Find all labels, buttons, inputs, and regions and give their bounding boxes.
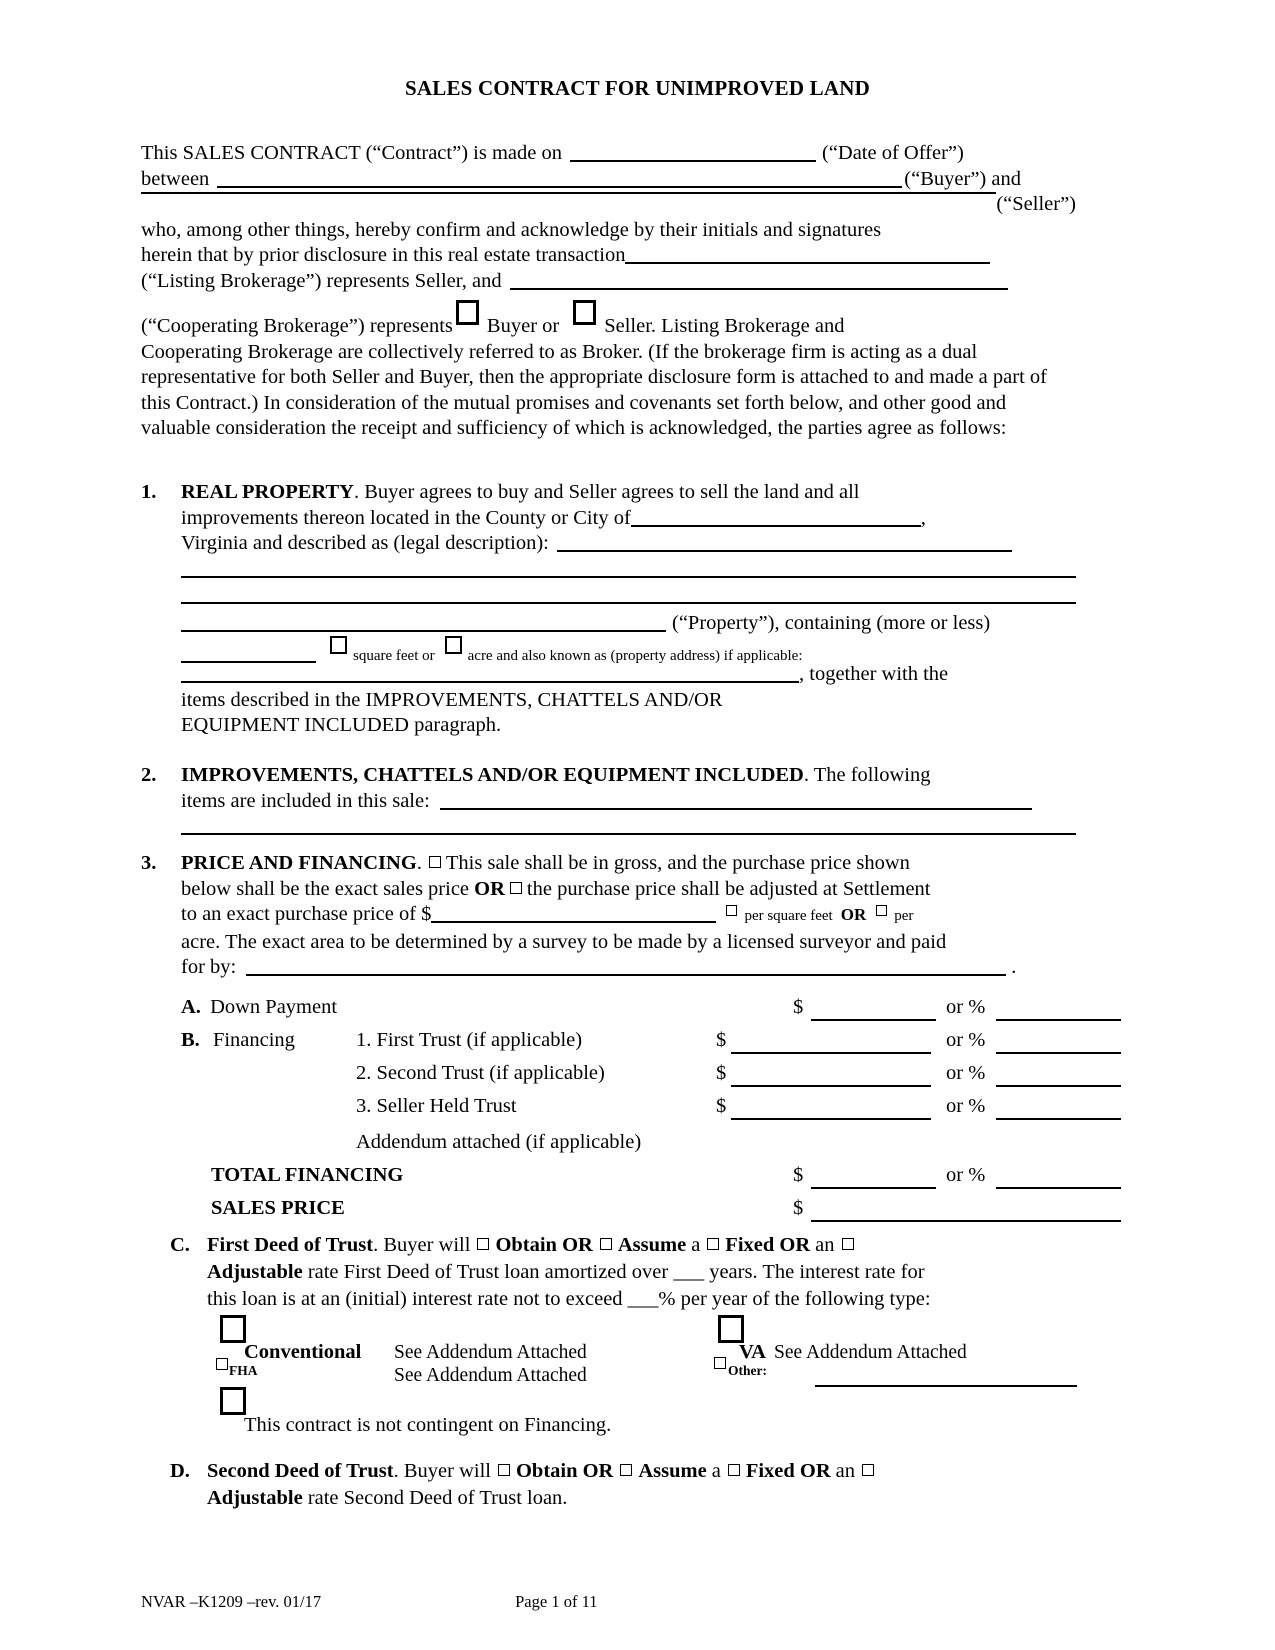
section-1-line-8 (181, 662, 1076, 688)
per-square-feet-label: per square feet (744, 908, 833, 924)
intro-line-disclosure (141, 243, 1076, 269)
second-deed-assume-label: Assume (638, 1460, 707, 1482)
exact-purchase-price-label: to an exact purchase price of $ (181, 903, 432, 925)
seller-held-trust-label: 3. Seller Held Trust (356, 1095, 517, 1117)
cooperating-seller-label: Seller. Listing Brokerage and (604, 315, 845, 337)
paid-for-by-field[interactable] (246, 974, 1006, 976)
checkbox-other[interactable] (714, 1357, 726, 1369)
other-label: Other: (728, 1363, 767, 1378)
first-trust-label: 1. First Trust (if applicable) (356, 1029, 583, 1051)
section-1-line-10: EQUIPMENT INCLUDED paragraph. (181, 714, 502, 736)
subsection-c-line-3: this loan is at an (initial) interest rate not to exceed ___% per year of the following type: (207, 1288, 931, 1310)
checkbox-per-square-feet[interactable] (726, 905, 737, 916)
not-contingent-label: This contract is not contingent on Financing. (244, 1414, 612, 1436)
first-trust-or-pct: or % (946, 1029, 986, 1051)
section-1-line-6 (181, 611, 1076, 637)
second-trust-dollar-sign: $ (716, 1062, 727, 1084)
county-comma: , (920, 506, 926, 529)
section-2-line-1 (181, 763, 1076, 789)
subsection-c-item (170, 1232, 1075, 1313)
financing-label: Financing (212, 1029, 295, 1051)
first-trust-amount-field[interactable] (731, 1052, 931, 1054)
section-2-line-2 (181, 789, 1076, 815)
legal-description-field-2[interactable] (181, 576, 1076, 578)
between-text: between (141, 167, 210, 190)
county-or-city-field[interactable] (631, 525, 921, 527)
down-payment-dollar-sign: $ (793, 996, 804, 1018)
section-3-line-3 (181, 902, 1076, 930)
va-addendum-note: See Addendum Attached (774, 1342, 967, 1363)
sales-price-dollar-sign: $ (793, 1197, 804, 1219)
conventional-label: Conventional (244, 1341, 362, 1363)
intro-line-date (141, 141, 1076, 167)
checkbox-first-deed-adjustable[interactable] (842, 1238, 854, 1250)
second-trust-or-pct: or % (946, 1062, 986, 1084)
buyer-name-field[interactable] (217, 186, 902, 188)
second-deed-a-word: a (711, 1460, 721, 1482)
section-2-heading: IMPROVEMENTS, CHATTELS AND/OR EQUIPMENT INCLUDED (181, 764, 804, 786)
checkbox-cooperating-buyer[interactable] (456, 300, 479, 325)
section-1-line-2 (181, 506, 1076, 532)
first-deed-adjustable-label: Adjustable (207, 1261, 303, 1283)
checkbox-second-deed-assume[interactable] (620, 1464, 632, 1476)
per-label: per (894, 908, 914, 924)
down-payment-label: Down Payment (210, 996, 338, 1018)
total-financing-amount-field[interactable] (811, 1187, 936, 1189)
county-or-city-label: improvements thereon located in the County or City of (181, 506, 631, 529)
checkbox-conventional[interactable] (220, 1315, 246, 1343)
checkbox-per-acre[interactable] (876, 905, 887, 916)
section-3-number: 3. (141, 852, 157, 874)
sale-in-gross-text: This sale shall be in gross, and the purchase price shown (445, 852, 910, 874)
row-letter-b: B. (181, 1029, 200, 1051)
legal-description-field-4[interactable] (181, 630, 666, 632)
section-2-text-1: . The following (803, 764, 931, 786)
first-deed-amortized-text: rate First Deed of Trust loan amortized over ___ years. The interest rate for (307, 1261, 925, 1283)
subsection-c-letter: C. (170, 1234, 190, 1256)
section-3-line-1 (181, 851, 1076, 877)
checkbox-not-contingent-on-financing[interactable] (220, 1387, 246, 1415)
listing-brokerage-field[interactable] (625, 262, 990, 264)
paid-for-by-period: . (1011, 956, 1017, 978)
subsection-second-deed-of-trust (170, 1458, 1075, 1512)
section-1-line-9: items described in the IMPROVEMENTS, CHATTELS AND/OR (181, 688, 723, 711)
section-1-heading: REAL PROPERTY (181, 481, 354, 503)
checkbox-cooperating-seller[interactable] (573, 300, 596, 325)
first-deed-assume-label: Assume (617, 1234, 687, 1256)
legal-description-field-1[interactable] (557, 550, 1012, 552)
down-payment-percent-field[interactable] (996, 1019, 1121, 1021)
page-title: SALES CONTRACT FOR UNIMPROVED LAND (405, 76, 870, 100)
listing-brokerage-label: (“Listing Brokerage”) represents Seller, and (141, 269, 502, 292)
section-1-line-5 (181, 583, 1076, 611)
page-footer (141, 1592, 1101, 1612)
subsection-d-item (170, 1458, 1075, 1512)
included-items-field-2[interactable] (181, 833, 1076, 835)
checkbox-sale-in-gross[interactable] (429, 856, 441, 868)
property-address-field[interactable] (181, 681, 799, 683)
cooperating-brokerage-field[interactable] (510, 288, 1008, 290)
total-financing-or-pct: or % (946, 1164, 986, 1186)
first-deed-buyer-will: . Buyer will (373, 1234, 471, 1256)
paid-for-by-label: for by: (181, 956, 237, 978)
first-deed-a-word: a (691, 1234, 701, 1256)
acre-label: acre and also known as (property address) if applicable: (467, 648, 803, 664)
section-price-financing (141, 851, 1076, 981)
fha-label: FHA (229, 1363, 258, 1378)
intro-line-buyer (141, 167, 1076, 193)
checkbox-acre[interactable] (445, 636, 462, 654)
intro-line-confirm: who, among other things, hereby confirm and acknowledge by their initials and signatures (141, 218, 882, 241)
form-id-label: NVAR –K1209 –rev. 01/17 (141, 1592, 322, 1611)
price-adjusted-text: the purchase price shall be adjusted at Settlement (526, 877, 931, 900)
subsection-first-deed-of-trust (170, 1232, 1075, 1313)
section-improvements (141, 763, 1076, 846)
buyer-label: (“Buyer”) and (904, 167, 1021, 190)
second-deed-rate-text: rate Second Deed of Trust loan. (307, 1487, 568, 1509)
row-letter-a: A. (181, 996, 201, 1018)
section-2-line-3 (181, 814, 1076, 846)
checkbox-second-deed-fixed[interactable] (728, 1464, 740, 1476)
cooperating-brokerage-label: (“Cooperating Brokerage”) represents (141, 315, 453, 337)
intro-line-listing (141, 269, 1076, 295)
section-1-text-1: . Buyer agrees to buy and Seller agrees to sell the land and all (353, 481, 860, 503)
second-deed-obtain-label: Obtain OR (515, 1460, 614, 1482)
intro-line-seller (141, 192, 1076, 218)
other-loan-type-field[interactable] (815, 1385, 1077, 1387)
date-of-offer-label: (“Date of Offer”) (821, 142, 964, 164)
intro-paragraph: Cooperating Brokerage are collectively referred to as Broker. (If the brokerage firm is acting as a dual representative for both Seller and Buyer, then the appropriate disclosure form is attached to and made a part of this Contract.) In consideration of the mutual promises and covenants set forth below, and other good and valuable consideration the receipt and sufficiency of which is acknowledged, the parties agree as follows: (141, 340, 1047, 439)
intro-line-cooperating (141, 300, 1076, 340)
checkbox-square-feet[interactable] (330, 636, 347, 654)
section-3-line-2 (181, 877, 1076, 903)
seller-held-or-pct: or % (946, 1095, 986, 1117)
included-items-label: items are included in this sale: (181, 789, 430, 812)
exact-purchase-price-field[interactable] (431, 921, 716, 923)
section-3-line-5 (181, 955, 1076, 981)
cooperating-buyer-label: Buyer or (486, 315, 560, 337)
section-3-heading: PRICE AND FINANCING (181, 852, 417, 874)
subsection-c-line-2 (207, 1259, 1075, 1286)
checkbox-second-deed-adjustable[interactable] (862, 1464, 874, 1476)
included-items-field-1[interactable] (440, 808, 1032, 810)
first-trust-dollar-sign: $ (716, 1029, 727, 1051)
exact-sales-price-text: below shall be the exact sales price (181, 877, 470, 900)
checkbox-first-deed-fixed[interactable] (707, 1238, 719, 1250)
checkbox-fha[interactable] (216, 1358, 228, 1370)
prior-disclosure-text: herein that by prior disclosure in this real estate transaction (141, 244, 626, 266)
section-2-item (141, 763, 1076, 846)
first-deed-an-word: an (815, 1234, 835, 1256)
conventional-addendum-note: See Addendum Attached (394, 1342, 587, 1363)
intro-block (141, 141, 1076, 442)
total-financing-label: TOTAL FINANCING (211, 1164, 404, 1186)
intro-made-on-text: This SALES CONTRACT (“Contract”) is made on (141, 142, 562, 164)
second-deed-heading: Second Deed of Trust (207, 1460, 394, 1482)
section-1-line-1 (181, 480, 1076, 506)
legal-description-label: Virginia and described as (legal description): (181, 532, 549, 554)
table-row-down-payment (181, 995, 1081, 1021)
subsection-d-line-2 (207, 1485, 1075, 1512)
second-deed-fixed-label: Fixed OR (745, 1460, 831, 1482)
section-1-line-3 (181, 531, 1076, 557)
first-deed-fixed-label: Fixed OR (725, 1234, 811, 1256)
section-1-line-4 (181, 557, 1076, 583)
second-trust-label: 2. Second Trust (if applicable) (356, 1062, 605, 1084)
seller-held-percent-field[interactable] (996, 1118, 1121, 1120)
property-containing-label: (“Property”), containing (more or less) (672, 611, 991, 634)
first-trust-percent-field[interactable] (996, 1052, 1121, 1054)
section-1-number: 1. (141, 481, 157, 503)
seller-held-amount-field[interactable] (731, 1118, 931, 1120)
section-3-or-1: OR (474, 877, 505, 900)
page-number-label: Page 1 of 11 (515, 1592, 598, 1611)
section-2-number: 2. (141, 764, 157, 786)
first-deed-heading: First Deed of Trust (207, 1234, 374, 1256)
seller-name-field[interactable] (141, 192, 996, 194)
table-row-first-trust (181, 1028, 1081, 1054)
date-of-offer-field[interactable] (570, 160, 816, 162)
va-label: VA (739, 1341, 766, 1363)
addendum-attached-label: Addendum attached (if applicable) (356, 1131, 642, 1153)
checkbox-price-adjusted[interactable] (510, 882, 522, 894)
section-1-line-7 (181, 636, 1076, 662)
down-payment-amount-field[interactable] (811, 1019, 936, 1021)
checkbox-first-deed-assume[interactable] (600, 1238, 612, 1250)
total-financing-percent-field[interactable] (996, 1187, 1121, 1189)
section-3-period: . (416, 852, 422, 874)
sales-price-label: SALES PRICE (211, 1197, 345, 1219)
down-payment-or-pct: or % (946, 996, 986, 1018)
second-deed-an-word: an (835, 1460, 856, 1482)
square-feet-label: square feet or (353, 648, 435, 664)
checkbox-first-deed-obtain[interactable] (477, 1238, 489, 1250)
seller-held-dollar-sign: $ (716, 1095, 727, 1117)
second-trust-amount-field[interactable] (731, 1085, 931, 1087)
subsection-c-line-1 (207, 1232, 1075, 1259)
section-real-property (141, 480, 1076, 739)
seller-label: (“Seller”) (996, 193, 1076, 215)
first-deed-obtain-label: Obtain OR (495, 1234, 593, 1256)
sales-price-amount-field[interactable] (811, 1220, 1121, 1222)
checkbox-va[interactable] (718, 1315, 744, 1343)
total-financing-dollar-sign: $ (793, 1164, 804, 1186)
subsection-d-line-1 (207, 1458, 1075, 1485)
section-3-item (141, 851, 1076, 981)
second-deed-buyer-will: . Buyer will (393, 1460, 491, 1482)
checkbox-second-deed-obtain[interactable] (498, 1464, 510, 1476)
section-3-or-2: OR (840, 905, 867, 924)
section-3-line-4: acre. The exact area to be determined by a survey to be made by a licensed surveyor and paid (181, 930, 947, 953)
together-with-label: , together with the (799, 663, 949, 685)
legal-description-field-3[interactable] (181, 602, 1076, 604)
section-1-item (141, 480, 1076, 739)
second-trust-percent-field[interactable] (996, 1085, 1121, 1087)
fha-addendum-note: See Addendum Attached (394, 1365, 587, 1386)
second-deed-adjustable-label: Adjustable (207, 1487, 303, 1509)
subsection-d-letter: D. (170, 1460, 190, 1482)
